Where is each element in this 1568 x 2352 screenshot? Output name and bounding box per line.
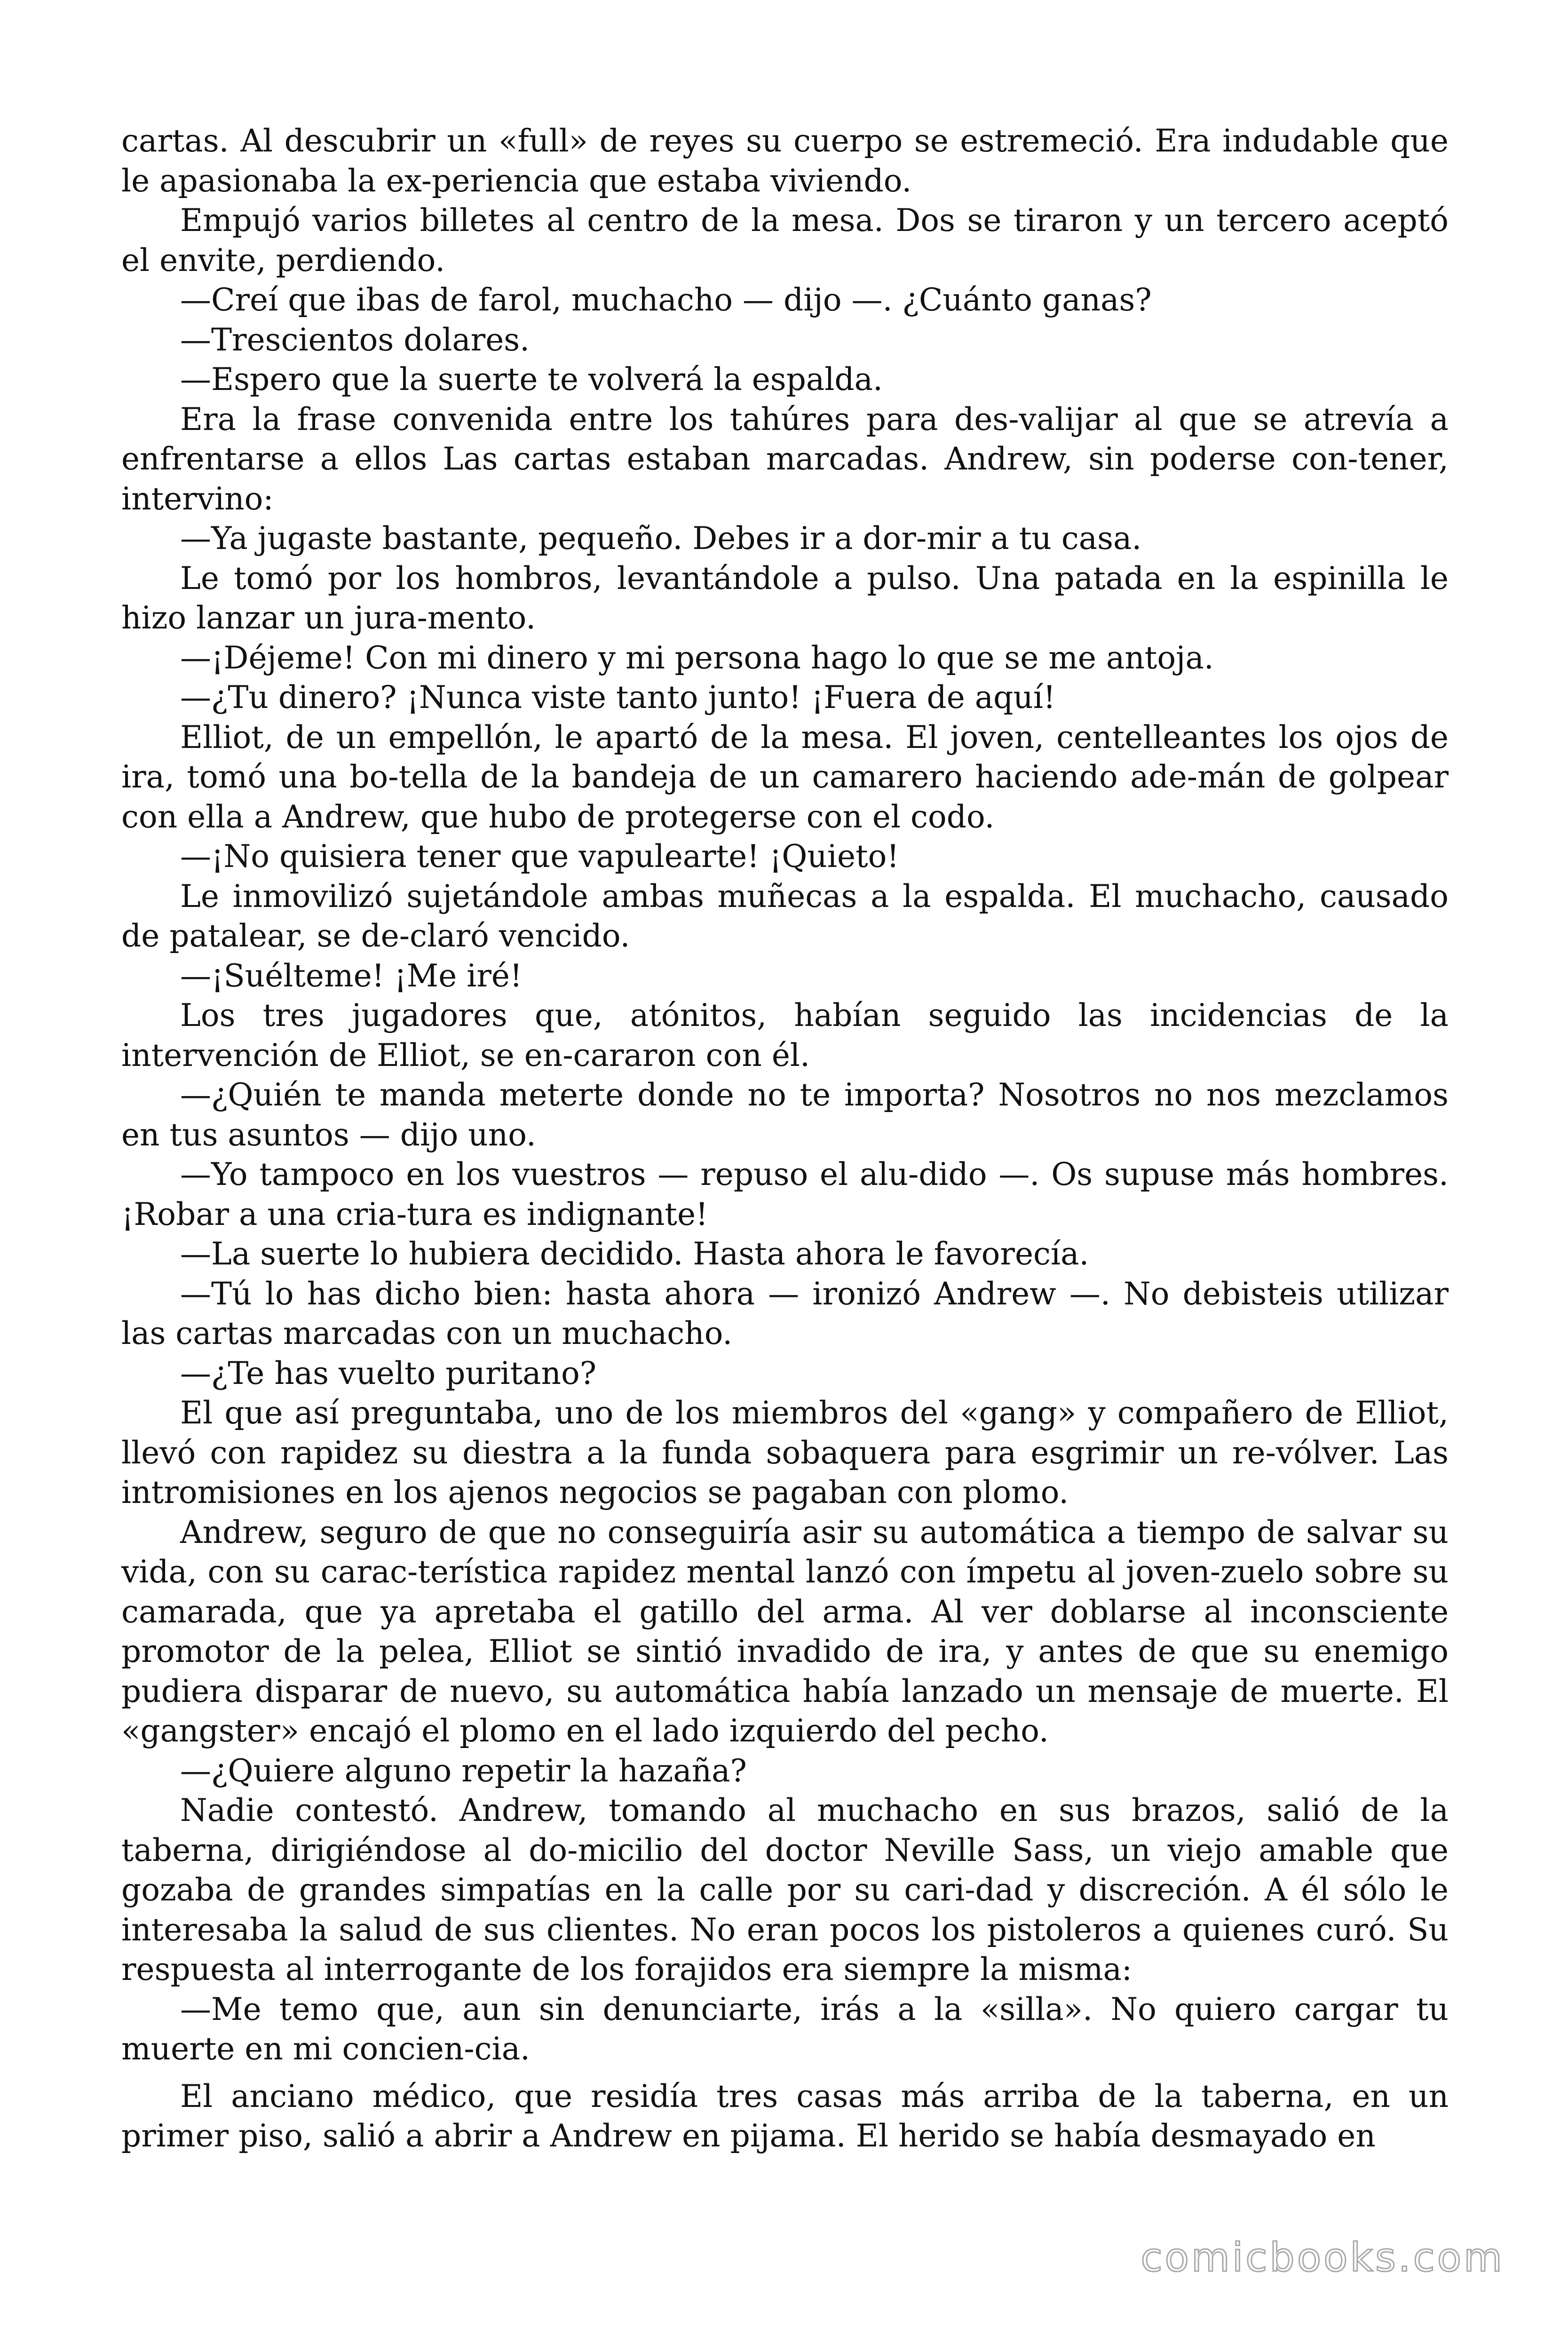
paragraph: El anciano médico, que residía tres casas más arriba de la taberna, en un primer piso, salió a abrir a Andrew en pijama. El herido se había desmayado en [121, 2078, 1449, 2154]
dialogue-line: —¿Quién te manda meterte donde no te importa? Nosotros no nos mezclamos en tus asuntos — dijo uno. [121, 1077, 1449, 1153]
dialogue-line: —¡Déjeme! Con mi dinero y mi persona hago lo que se me antoja. [180, 639, 1214, 676]
dialogue-line: —La suerte lo hubiera decidido. Hasta ahora le favorecía. [180, 1236, 1089, 1272]
dialogue-line: —Yo tampoco en los vuestros — repuso el alu-dido —. Os supuse más hombres. ¡Robar a una cria-tura es indignante! [121, 1156, 1449, 1232]
dialogue-line: —Espero que la suerte te volverá la espalda. [180, 361, 883, 397]
paragraph: El que así preguntaba, uno de los miembros del «gang» y compañero de Elliot, llevó con rapidez su diestra a la funda sobaquera para esgrimir un re-vólver. Las intromisiones en los ajenos negocios se pagaban con plomo. [121, 1395, 1449, 1510]
paragraph: Andrew, seguro de que no conseguiría asir su automática a tiempo de salvar su vida, con su carac-terística rapidez mental lanzó con ímpetu al joven-zuelo sobre su camarada, que ya apretaba el gatillo del arma. Al ver doblarse al inconsciente promotor de la pelea, Elliot se sintió invadido de ira, y antes de que su enemigo pudiera disparar de nuevo, su automática había lanzado un mensaje de muerte. El «gangster» encajó el plomo en el lado izquierdo del pecho. [121, 1514, 1449, 1749]
dialogue-line: —Ya jugaste bastante, pequeño. Debes ir a dor-mir a tu casa. [180, 520, 1142, 556]
dialogue-line: —Tú lo has dicho bien: hasta ahora — ironizó Andrew —. No debisteis utilizar las cartas marcadas con un muchacho. [121, 1275, 1449, 1351]
dialogue-line: —¡Suélteme! ¡Me iré! [180, 957, 523, 994]
dialogue-line: —Me temo que, aun sin denunciarte, irás a la «silla». No quiero cargar tu muerte en mi concien-cia. [121, 1991, 1449, 2067]
paragraph-continuation: cartas. Al descubrir un «full» de reyes su cuerpo se estremeció. Era indudable que le apasionaba la ex-periencia que estaba viviendo. [121, 123, 1449, 199]
paragraph: Elliot, de un empellón, le apartó de la mesa. El joven, centelleantes los ojos de ira, tomó una bo-tella de la bandeja de un camarero haciendo ade-mán de golpear con ella a Andrew, que hubo de protegerse con el codo. [121, 719, 1449, 835]
dialogue-line: —Creí que ibas de farol, muchacho — dijo —. ¿Cuánto ganas? [180, 282, 1152, 318]
paragraph: Le inmovilizó sujetándole ambas muñecas a la espalda. El muchacho, causado de patalear, se de-claró vencido. [121, 878, 1449, 954]
dialogue-line: —¿Quiere alguno repetir la hazaña? [180, 1752, 747, 1789]
watermark: comicbooks.com [1140, 2234, 1505, 2280]
book-page [121, 121, 1449, 2156]
dialogue-line: —¿Te has vuelto puritano? [180, 1355, 597, 1391]
dialogue-line: —¿Tu dinero? ¡Nunca viste tanto junto! ¡Fuera de aquí! [180, 679, 1056, 715]
dialogue-line: —¡No quisiera tener que vapulearte! ¡Quieto! [180, 838, 899, 874]
paragraph: Le tomó por los hombros, levantándole a pulso. Una patada en la espinilla le hizo lanzar un jura-mento. [121, 560, 1449, 636]
dialogue-line: —Trescientos dolares. [180, 321, 530, 358]
paragraph: Nadie contestó. Andrew, tomando al muchacho en sus brazos, salió de la taberna, dirigiéndose al do-micilio del doctor Neville Sass, un viejo amable que gozaba de grandes simpatías en la calle por su cari-dad y discreción. A él sólo le interesaba la salud de sus clientes. No eran pocos los pistoleros a quienes curó. Su respuesta al interrogante de los forajidos era siempre la misma: [121, 1792, 1449, 1987]
paragraph: Los tres jugadores que, atónitos, habían seguido las incidencias de la intervención de Elliot, se en-cararon con él. [121, 997, 1449, 1073]
paragraph: Era la frase convenida entre los tahúres para des-valijar al que se atrevía a enfrentarse a ellos Las cartas estaban marcadas. Andrew, sin poderse con-tener, intervino: [121, 401, 1449, 517]
paragraph: Empujó varios billetes al centro de la mesa. Dos se tiraron y un tercero aceptó el envite, perdiendo. [121, 202, 1449, 278]
